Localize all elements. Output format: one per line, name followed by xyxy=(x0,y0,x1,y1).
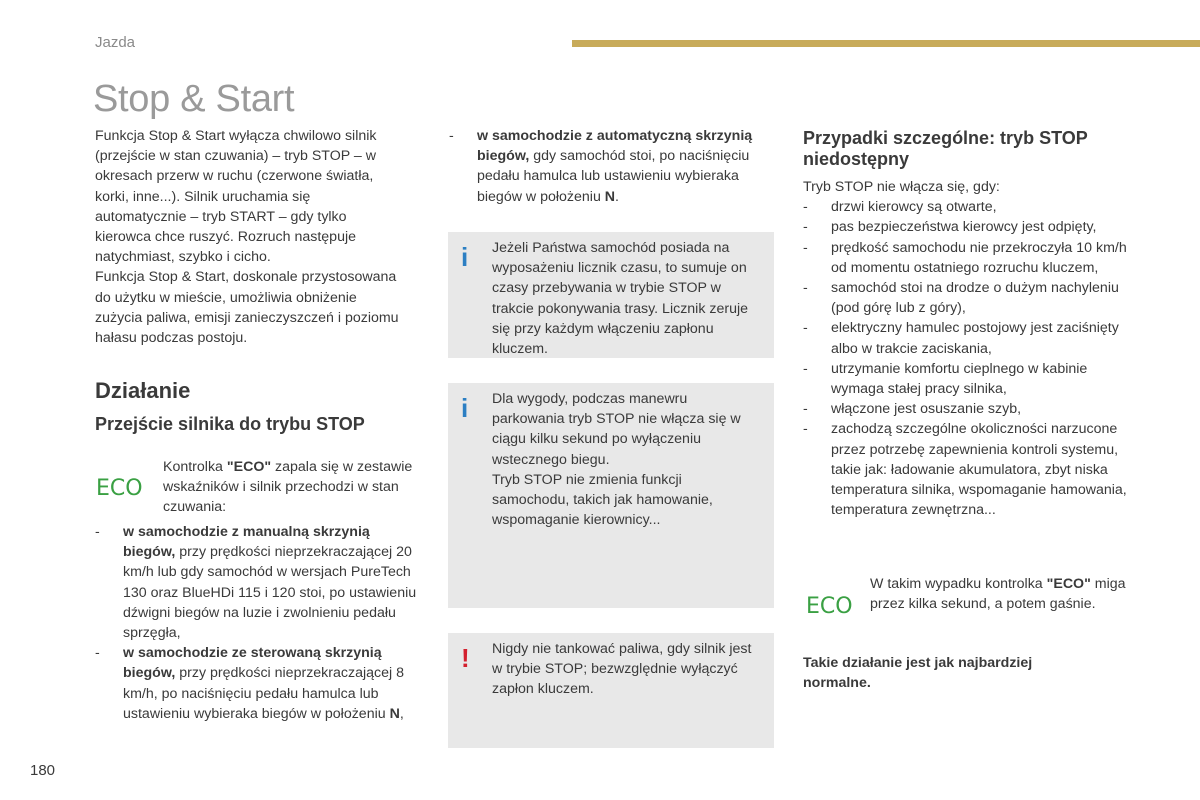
eco-text-bold: "ECO" xyxy=(226,459,272,475)
page-number: 180 xyxy=(30,762,56,779)
warning-box-refuel xyxy=(448,633,774,748)
header-rule xyxy=(572,40,1200,47)
list-item-text: pas bezpieczeństwa kierowcy jest odpięty, xyxy=(831,219,1097,236)
intro-text xyxy=(95,126,405,348)
special-cases-text xyxy=(803,177,1143,520)
info-box-text xyxy=(492,238,762,359)
subheading-stop-mode: Przejście silnika do trybu STOP xyxy=(95,414,365,434)
eco-blink-text xyxy=(870,574,1130,614)
list-item xyxy=(803,238,1143,278)
eco-text-pre: Kontrolka xyxy=(163,459,227,475)
special-cases-intro: Tryb STOP nie włącza się, gdy: xyxy=(803,179,1000,195)
eco-indicator-icon: ECO xyxy=(96,476,143,501)
list-dash: - xyxy=(803,280,808,297)
list-item-bold: w samochodzie z manualną skrzynią biegów, xyxy=(123,524,370,561)
subheading-special-cases: Przypadki szczególne: tryb STOP niedostępny xyxy=(803,128,1088,169)
eco-text-post: miga przez kilka sekund, a potem gaśnie. xyxy=(870,576,1126,613)
list-item-text: drzwi kierowcy są otwarte, xyxy=(831,199,997,216)
list-item-end-bold: N xyxy=(604,188,616,205)
list-item-bold: w samochodzie z automatyczną skrzynią biegów, xyxy=(477,128,753,165)
list-item-text: przy prędkości nieprzekraczającej 20 km/h lub gdy samochód w wersjach PureTech 130 oraz BlueHDi 115 i 120 stoi, po ustawieniu dźwigni biegów na luzie i zwolnieniu pedału sprzęgła, xyxy=(123,544,417,642)
info-icon: i xyxy=(461,242,469,272)
list-dash: - xyxy=(803,401,808,418)
special-cases-list xyxy=(803,197,1143,520)
info-icon: i xyxy=(461,393,469,423)
list-item xyxy=(803,217,1143,237)
list-item-text: przy prędkości nieprzekraczającej 8 km/h, po naciśnięciu pedału hamulca lub ustawieniu wybieraka biegów w położeniu xyxy=(123,665,404,722)
eco-indicator-icon: ECO xyxy=(806,594,853,619)
section-heading-dzialanie: Działanie xyxy=(95,378,191,403)
list-item-end: , xyxy=(399,705,404,722)
list-item-text: włączone jest osuszanie szyb, xyxy=(831,401,1022,418)
list-item xyxy=(803,278,1143,318)
list-item xyxy=(95,522,425,643)
warning-icon: ! xyxy=(461,643,470,673)
list-item xyxy=(803,399,1143,419)
list-item-text: zachodzą szczególne okoliczności narzucone przez potrzebę zapewnienia kontroli systemu, takie jak: ładowanie akumulatora, zbyt niska temperatura silnika, wspomaganie hamowania, temperatura zewnętrzna... xyxy=(831,421,1127,519)
list-dash: - xyxy=(803,320,808,337)
list-item xyxy=(803,359,1143,399)
list-item-end-bold: N xyxy=(389,705,400,722)
list-item xyxy=(803,197,1143,217)
list-item-bold: w samochodzie ze sterowaną skrzynią biegów, xyxy=(123,645,382,682)
automatic-gearbox-list xyxy=(449,126,779,207)
info-box-paragraph-1: Dla wygody, podczas manewru parkowania tryb STOP nie włącza się w ciągu kilku sekund po wyłączeniu wstecznego biegu. xyxy=(492,391,741,468)
info-box-paragraph-2: Tryb STOP nie zmienia funkcji samochodu, takich jak hamowanie, wspomaganie kierownicy... xyxy=(492,471,713,529)
warning-box-text xyxy=(492,639,762,700)
eco-text-post: zapala się w zestawie wskaźników i silnik przechodzi w stan czuwania: xyxy=(163,459,413,516)
list-item-end: . xyxy=(615,188,619,205)
stop-conditions-list xyxy=(95,522,425,724)
page-title: Stop & Start xyxy=(93,78,295,120)
list-item-text: prędkość samochodu nie przekroczyła 10 km/h od momentu ostatniego rozruchu kluczem, xyxy=(831,239,1127,276)
list-dash: - xyxy=(95,524,100,540)
list-dash: - xyxy=(95,645,100,662)
info-box-text xyxy=(492,389,762,530)
list-dash: - xyxy=(803,421,808,438)
list-dash: - xyxy=(803,219,808,236)
intro-paragraph-2: Funkcja Stop & Start, doskonale przystosowana do użytku w mieście, umożliwia obniżenie zużycia paliwa, emisji zanieczyszczeń i poziomu hałasu podczas postoju. xyxy=(95,269,399,347)
list-item-text: gdy samochód stoi, po naciśnięciu pedału hamulca lub ustawieniu wybieraka biegów w położeniu xyxy=(477,148,750,205)
eco-indicator-text xyxy=(163,457,413,518)
list-dash: - xyxy=(803,360,808,377)
list-dash: - xyxy=(803,239,808,256)
info-box-paragraph: Jeżeli Państwa samochód posiada na wyposażeniu licznik czasu, to sumuje on czasy przebywania w trybie STOP w trakcie pokonywania trasy. Licznik zeruje się przy każdym włączeniu zapłonu kluczem. xyxy=(492,240,749,358)
eco-text-bold: "ECO" xyxy=(1046,576,1091,592)
list-item xyxy=(803,419,1143,520)
list-item-text: utrzymanie komfortu cieplnego w kabinie wymaga stałej pracy silnika, xyxy=(831,360,1088,398)
list-item-text: samochód stoi na drodze o dużym nachyleniu (pod górę lub z góry), xyxy=(831,280,1119,317)
list-item xyxy=(803,318,1143,358)
list-dash: - xyxy=(803,199,808,216)
section-label: Jazda xyxy=(95,34,136,51)
list-item xyxy=(449,126,779,207)
list-item-text: elektryczny hamulec postojowy jest zaciśnięty albo w trakcie zaciskania, xyxy=(831,320,1119,357)
info-box-timer xyxy=(448,232,774,358)
list-dash: - xyxy=(449,128,454,144)
warning-box-paragraph: Nigdy nie tankować paliwa, gdy silnik jest w trybie STOP; bezwzględnie wyłączyć zapłon kluczem. xyxy=(492,641,752,698)
list-item xyxy=(95,643,425,724)
intro-paragraph-1: Funkcja Stop & Start wyłącza chwilowo silnik (przejście w stan czuwania) – tryb STOP – w okresach przerw w ruchu (czerwone światła, korki, inne...). Silnik uruchamia się automatycznie – tryb START – gdy tylko kierowca chce ruszyć. Rozruch następuje natychmiast, szybko i cicho. xyxy=(95,128,377,266)
info-box-parking xyxy=(448,383,774,608)
eco-text-pre: W takim wypadku kontrolka xyxy=(870,576,1047,592)
normal-operation-note: Takie działanie jest jak najbardziej normalne. xyxy=(803,655,1033,692)
